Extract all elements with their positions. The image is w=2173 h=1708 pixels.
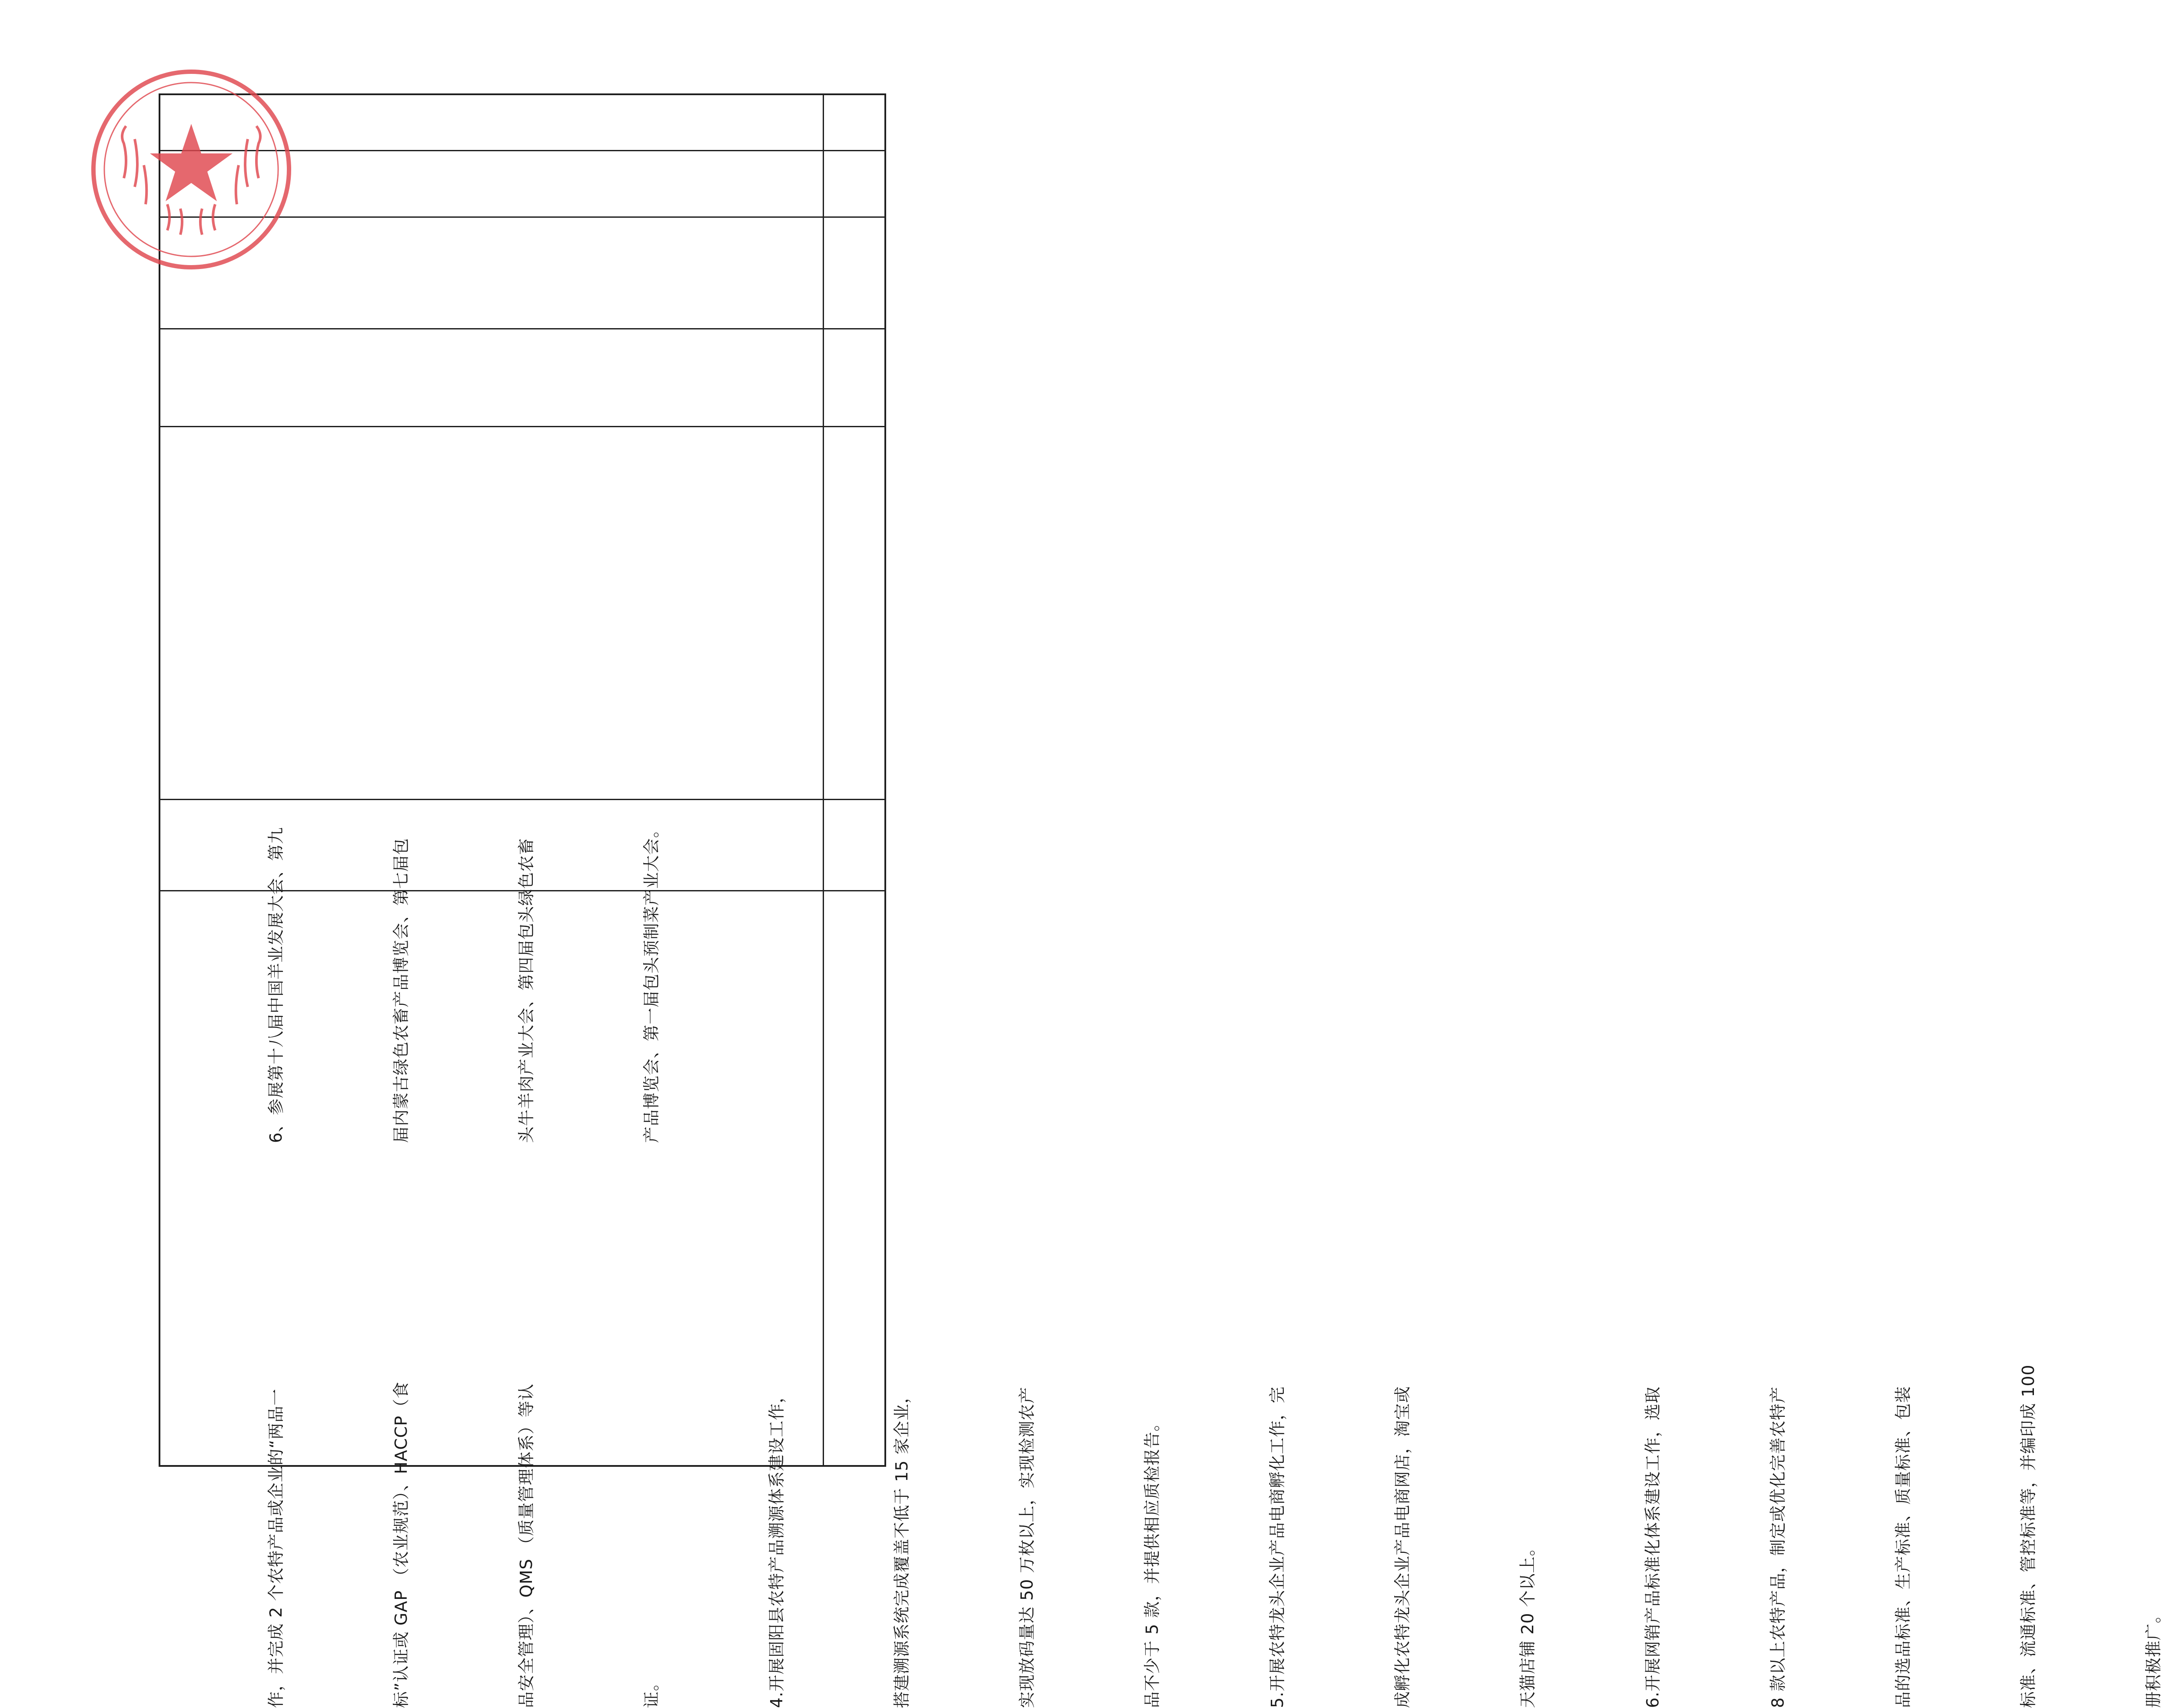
- table-divider: [159, 328, 886, 329]
- table-divider: [159, 426, 886, 427]
- table-frame: [159, 93, 886, 1467]
- text-line: 搭建溯源系统完成覆盖不低于 15 家企业，: [892, 1386, 911, 1708]
- upper-text-rotated: [172, 782, 756, 1143]
- text-line: 品的选品标准、生产标准、质量标准、包装: [1894, 1386, 1913, 1708]
- text-line: 成孵化农特龙头企业产品电商网店，淘宝或: [1393, 1386, 1412, 1708]
- text-line: 8 款以上农特产品，制定或优化完善农特产: [1768, 1386, 1788, 1708]
- text-line: 实现放码量达 50 万枚以上，实现检测农产: [1017, 1386, 1037, 1708]
- text-line: 4.开展固阳县农特产品溯源体系建设工作，: [767, 1386, 786, 1708]
- text-line: 标准、流通标准、管控标准等，并编印成 100: [2019, 1364, 2038, 1708]
- text-line: 证。: [642, 1674, 661, 1708]
- text-line: 品安全管理）、QMS （质量管理体系）等认: [517, 1383, 536, 1708]
- official-seal: [89, 48, 293, 274]
- text-line: 品不少于 5 款，并提供相应质检报告。: [1143, 1414, 1162, 1708]
- table-divider: [823, 93, 824, 1467]
- upper-text-cell: [172, 787, 661, 1143]
- lower-text-cell: [172, 1330, 2163, 1708]
- text-line: 届内蒙古绿色农畜产品博览会、第七届包: [392, 837, 411, 1143]
- text-line: 产品博览会、第一届包头预制菜产业大会。: [642, 821, 661, 1143]
- text-line: 天猫店铺 20 个以上。: [1518, 1539, 1537, 1708]
- text-line: 6、参展第十八届中国羊业发展大会、第九: [266, 827, 286, 1143]
- text-line: 5.开展农特龙头企业产品电商孵化工作，完: [1268, 1386, 1287, 1708]
- lower-text-rotated: [172, 1326, 2173, 1708]
- seal-star-icon: [150, 124, 233, 201]
- text-line: 作，并完成 2 个农特产品或企业的“两品一: [266, 1388, 286, 1708]
- text-line: 头牛羊肉产业大会、第四届包头绿色农畜: [517, 837, 536, 1143]
- text-line: 6.开展网销产品标准化体系建设工作，选取: [1643, 1386, 1662, 1708]
- text-line: 标”认证或 GAP （农业规范）、HACCP（食: [392, 1381, 411, 1708]
- text-line: 册积极推广。: [2144, 1606, 2163, 1708]
